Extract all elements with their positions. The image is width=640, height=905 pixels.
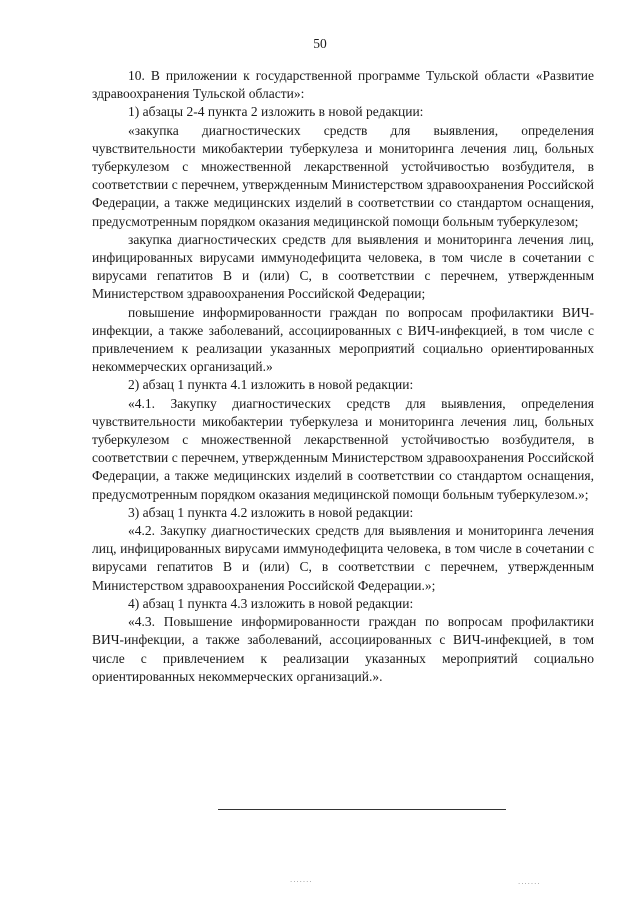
paragraph-quoted-tb-diagnostics: «закупка диагностических средств для выявления, определения чувствительности микобактерии туберкулеза и мониторинга лечения лиц, больных туберкулезом с множественной лекарственной устойчивостью возбудителя, в соответствии с перечнем, утвержденным Министерством здравоохранения Российской Федерации, а также медицинских изделий в соответствии со стандартом оснащения, предусмотренным порядком оказания медицинской помощи больным туберкулезом;: [92, 122, 594, 229]
paragraph-quoted-4-2: «4.2. Закупку диагностических средств для выявления и мониторинга лечения лиц, инфицированных вирусами иммунодефицита человека, в том числе в сочетании с вирусами гепатитов В и (или) С, в соответствии с перечнем, утвержденным Министерством здравоохранения Российской Федерации.»;: [92, 523, 594, 593]
paragraph-subitem-2-heading: 2) абзац 1 пункта 4.1 изложить в новой редакции:: [128, 377, 414, 393]
paragraph-quoted-hiv-awareness: повышение информированности граждан по вопросам профилактики ВИЧ-инфекции, а также заболеваний, ассоциированных с ВИЧ-инфекцией, в том числе с привлечением к реализации указанных мероприятий социально ориентированных некоммерческих организаций.»: [92, 304, 594, 375]
document-body: [92, 67, 594, 686]
scan-artifact: ·······: [518, 880, 541, 888]
paragraph-subitem-1-heading: 1) абзацы 2-4 пункта 2 изложить в новой редакции:: [128, 104, 424, 120]
scan-artifact: ·······: [290, 878, 313, 886]
closing-rule: [218, 809, 506, 810]
paragraph-quoted-hiv-diagnostics: закупка диагностических средств для выявления и мониторинга лечения лиц, инфицированных вирусами иммунодефицита человека, в том числе в сочетании с вирусами гепатитов В и (или) С, в соответствии с перечнем, утвержденным Министерством здравоохранения Российской Федерации;: [92, 231, 594, 302]
paragraph-subitem-4-heading: 4) абзац 1 пункта 4.3 изложить в новой редакции:: [128, 595, 414, 611]
paragraph-quoted-4-1: «4.1. Закупку диагностических средств для выявления, определения чувствительности микобактерии туберкулеза и мониторинга лечения лиц, больных туберкулезом с множественной лекарственной устойчивостью возбудителя, в соответствии с перечнем, утвержденным Министерством здравоохранения Российской Федерации, а также медицинских изделий в соответствии со стандартом оснащения, предусмотренным порядком оказания медицинской помощи больным туберкулезом.»;: [92, 395, 594, 502]
paragraph-item-10-intro: 10. В приложении к государственной программе Тульской области «Развитие здравоохранения Тульской области»:: [92, 68, 594, 102]
page-number: 50: [313, 36, 327, 51]
paragraph-quoted-4-3: «4.3. Повышение информированности граждан по вопросам профилактики ВИЧ-инфекции, а также заболеваний, ассоциированных с ВИЧ-инфекцией, в том числе с привлечением к реализации указанных мероприятий социально ориентированных некоммерческих организаций.».: [92, 614, 594, 684]
paragraph-subitem-3-heading: 3) абзац 1 пункта 4.2 изложить в новой редакции:: [128, 504, 414, 520]
